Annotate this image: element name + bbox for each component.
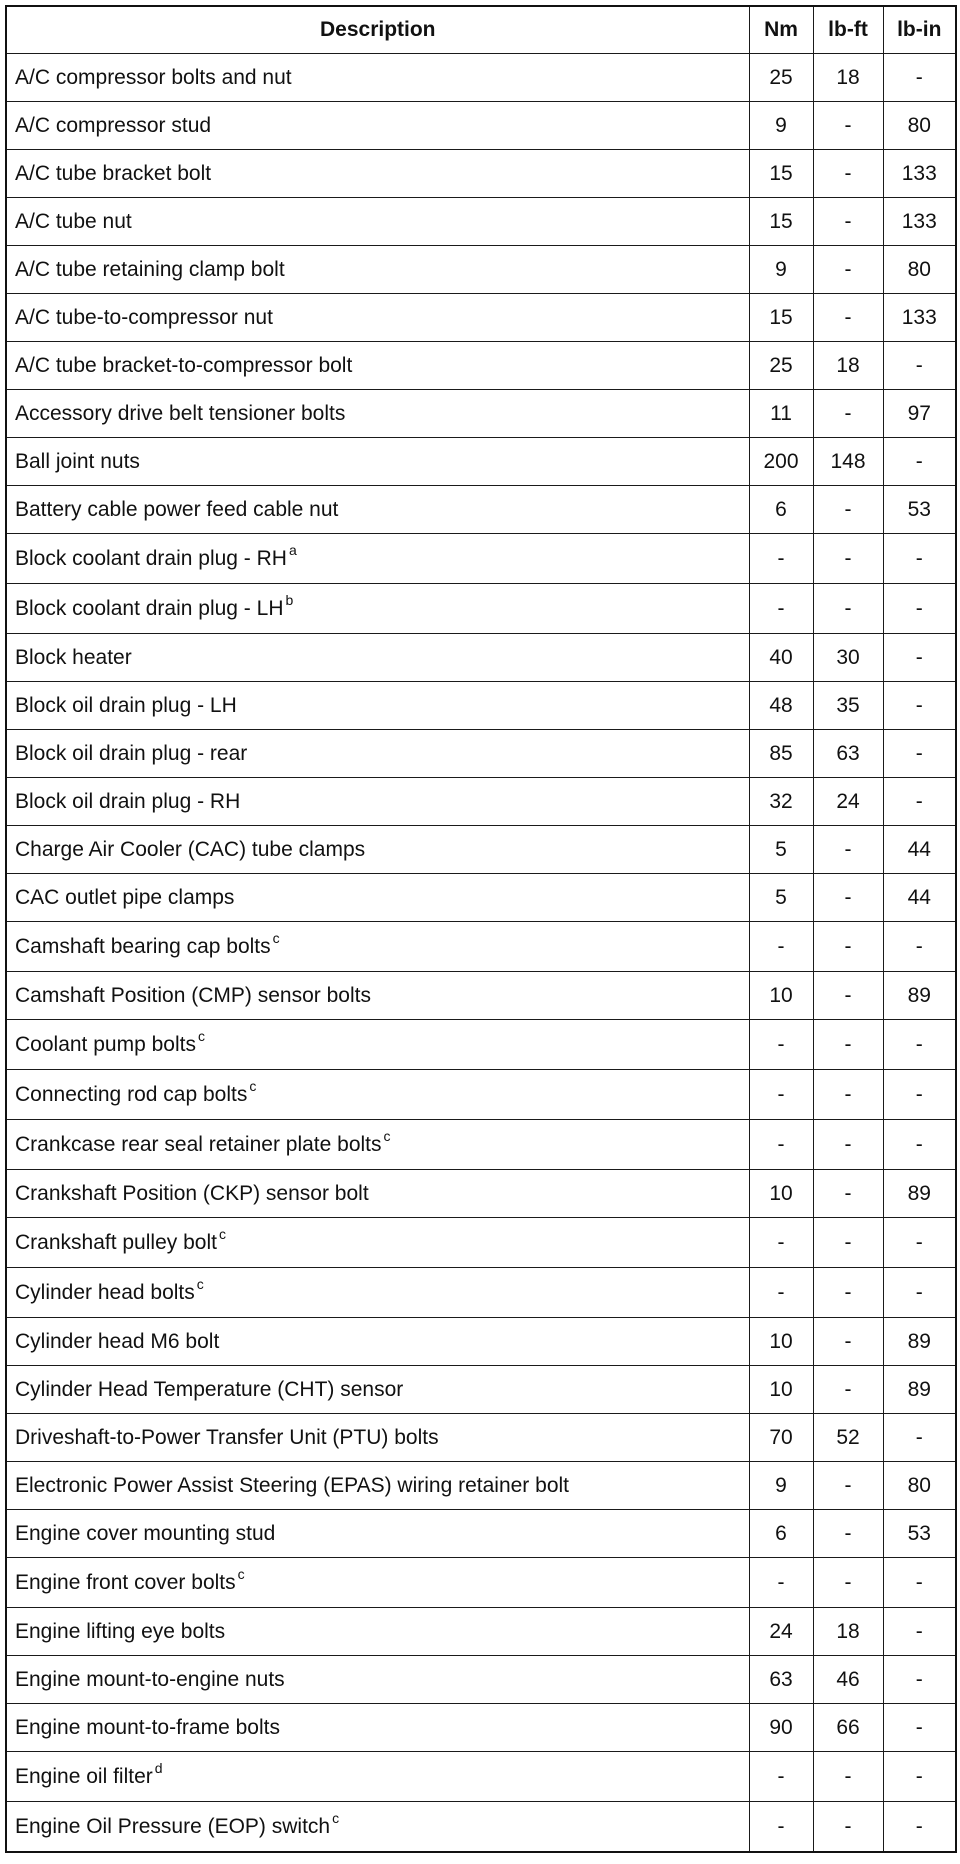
table-row [6,246,956,294]
description-cell [6,150,749,198]
table-row [6,1366,956,1414]
description-cell [6,438,749,486]
footnote-marker: b [285,591,294,608]
nm-cell: 9 [749,1462,813,1510]
description-cell [6,634,749,682]
lb-in-cell: 53 [883,1510,956,1558]
lb-in-cell: - [883,1704,956,1752]
table-row [6,1704,956,1752]
footnote-marker: c [196,1275,204,1292]
nm-cell: 25 [749,54,813,102]
lb-ft-cell: 52 [813,1414,883,1462]
description-text: A/C tube-to-compressor nut [15,305,273,329]
nm-cell: 5 [749,826,813,874]
description-text: Camshaft bearing cap bolts [15,934,271,958]
description-cell [6,1752,749,1802]
lb-in-cell: - [883,1558,956,1608]
description-cell [6,1656,749,1704]
description-cell [6,390,749,438]
nm-cell: - [749,1120,813,1170]
description-text: Block heater [15,645,132,669]
description-text: Block oil drain plug - RH [15,789,241,813]
description-text: A/C compressor stud [15,113,212,137]
nm-cell: 10 [749,972,813,1020]
lb-ft-cell: - [813,198,883,246]
description-cell [6,778,749,826]
table-row [6,102,956,150]
lb-ft-cell: 63 [813,730,883,778]
description-text: Camshaft Position (CMP) sensor bolts [15,983,371,1007]
lb-ft-cell: 35 [813,682,883,730]
header-description: Description [6,6,749,54]
description-cell [6,1704,749,1752]
table-row [6,486,956,534]
table-row [6,1510,956,1558]
lb-in-cell: - [883,682,956,730]
lb-ft-cell: 66 [813,1704,883,1752]
nm-cell: - [749,922,813,972]
lb-in-cell: - [883,1608,956,1656]
description-text: Connecting rod cap bolts [15,1082,248,1106]
lb-in-cell: 89 [883,1366,956,1414]
table-row [6,294,956,342]
nm-cell: 10 [749,1170,813,1218]
lb-in-cell: - [883,730,956,778]
table-row [6,1218,956,1268]
lb-in-cell: 97 [883,390,956,438]
lb-ft-cell: - [813,1170,883,1218]
nm-cell: - [749,1802,813,1853]
lb-in-cell: - [883,342,956,390]
lb-ft-cell: - [813,1462,883,1510]
lb-in-cell: 89 [883,1318,956,1366]
lb-ft-cell: - [813,150,883,198]
lb-in-cell: 133 [883,150,956,198]
lb-ft-cell: - [813,1020,883,1070]
description-cell [6,1462,749,1510]
table-row [6,1318,956,1366]
lb-ft-cell: - [813,1802,883,1853]
nm-cell: - [749,1020,813,1070]
lb-in-cell: - [883,534,956,584]
nm-cell: 90 [749,1704,813,1752]
header-nm: Nm [749,6,813,54]
lb-in-cell: - [883,1268,956,1318]
nm-cell: 85 [749,730,813,778]
description-cell [6,1558,749,1608]
description-text: Accessory drive belt tensioner bolts [15,401,346,425]
nm-cell: 70 [749,1414,813,1462]
description-cell [6,1608,749,1656]
table-row [6,682,956,730]
nm-cell: - [749,534,813,584]
table-row [6,1268,956,1318]
lb-in-cell: 44 [883,826,956,874]
nm-cell: 32 [749,778,813,826]
lb-in-cell: - [883,634,956,682]
footnote-marker: a [288,541,297,558]
table-row [6,972,956,1020]
lb-in-cell: - [883,584,956,634]
nm-cell: 6 [749,1510,813,1558]
lb-in-cell: - [883,54,956,102]
description-text: Block coolant drain plug - LH [15,596,284,620]
lb-in-cell: - [883,778,956,826]
lb-ft-cell: - [813,486,883,534]
nm-cell: 24 [749,1608,813,1656]
lb-in-cell: - [883,1020,956,1070]
table-row [6,1120,956,1170]
lb-ft-cell: - [813,972,883,1020]
nm-cell: 15 [749,150,813,198]
description-text: Battery cable power feed cable nut [15,497,339,521]
nm-cell: - [749,1218,813,1268]
description-cell [6,198,749,246]
table-row [6,584,956,634]
description-cell [6,486,749,534]
table-row [6,826,956,874]
lb-ft-cell: - [813,1318,883,1366]
table-row [6,1170,956,1218]
description-cell [6,294,749,342]
table-row [6,342,956,390]
lb-ft-cell: - [813,874,883,922]
description-text: Engine front cover bolts [15,1570,236,1594]
description-text: Driveshaft-to-Power Transfer Unit (PTU) bolts [15,1425,439,1449]
description-cell [6,1170,749,1218]
table-row [6,1656,956,1704]
table-row [6,1020,956,1070]
description-text: Engine mount-to-frame bolts [15,1715,280,1739]
table-row [6,922,956,972]
lb-in-cell: - [883,1414,956,1462]
nm-cell: - [749,1268,813,1318]
lb-in-cell: - [883,1218,956,1268]
description-text: Engine cover mounting stud [15,1521,276,1545]
table-row [6,150,956,198]
description-cell [6,826,749,874]
lb-in-cell: 80 [883,246,956,294]
description-cell [6,342,749,390]
footnote-marker: c [332,1809,340,1826]
description-cell [6,246,749,294]
lb-ft-cell: 46 [813,1656,883,1704]
lb-ft-cell: - [813,1070,883,1120]
nm-cell: - [749,1752,813,1802]
table-row [6,778,956,826]
nm-cell: 6 [749,486,813,534]
description-cell [6,1318,749,1366]
description-text: Block oil drain plug - LH [15,693,237,717]
lb-in-cell: - [883,1120,956,1170]
description-text: Cylinder head M6 bolt [15,1329,220,1353]
lb-in-cell: 133 [883,294,956,342]
lb-ft-cell: 148 [813,438,883,486]
table-row [6,534,956,584]
description-cell [6,54,749,102]
lb-ft-cell: 24 [813,778,883,826]
table-row [6,1802,956,1853]
nm-cell: 63 [749,1656,813,1704]
description-cell [6,1802,749,1853]
table-row [6,198,956,246]
description-cell [6,1020,749,1070]
description-cell [6,1510,749,1558]
lb-in-cell: - [883,438,956,486]
footnote-marker: c [237,1565,245,1582]
lb-in-cell: - [883,1070,956,1120]
footnote-marker: c [197,1027,205,1044]
header-row [6,6,956,54]
description-text: A/C tube bracket-to-compressor bolt [15,353,353,377]
lb-ft-cell: - [813,534,883,584]
nm-cell: 5 [749,874,813,922]
description-cell [6,682,749,730]
lb-ft-cell: - [813,102,883,150]
description-cell [6,1120,749,1170]
nm-cell: 15 [749,198,813,246]
nm-cell: 48 [749,682,813,730]
nm-cell: 10 [749,1366,813,1414]
footnote-marker: d [154,1759,163,1776]
description-text: Crankcase rear seal retainer plate bolts [15,1132,382,1156]
table-row [6,390,956,438]
description-text: A/C tube nut [15,209,132,233]
description-text: Charge Air Cooler (CAC) tube clamps [15,837,366,861]
description-text: Ball joint nuts [15,449,140,473]
nm-cell: 40 [749,634,813,682]
description-text: Coolant pump bolts [15,1032,196,1056]
description-cell [6,102,749,150]
header-lb-ft: lb-ft [813,6,883,54]
lb-ft-cell: - [813,294,883,342]
description-text: Engine lifting eye bolts [15,1619,226,1643]
description-text: Engine mount-to-engine nuts [15,1667,285,1691]
nm-cell: 11 [749,390,813,438]
description-cell [6,1268,749,1318]
lb-in-cell: 44 [883,874,956,922]
lb-ft-cell: - [813,584,883,634]
lb-in-cell: 80 [883,1462,956,1510]
lb-in-cell: - [883,1802,956,1853]
lb-ft-cell: - [813,1120,883,1170]
table-row [6,730,956,778]
description-cell [6,1218,749,1268]
table-row [6,438,956,486]
lb-in-cell: 80 [883,102,956,150]
lb-ft-cell: 18 [813,54,883,102]
lb-ft-cell: - [813,1366,883,1414]
table-row [6,1414,956,1462]
nm-cell: - [749,1558,813,1608]
footnote-marker: c [383,1127,391,1144]
lb-ft-cell: 30 [813,634,883,682]
nm-cell: - [749,1070,813,1120]
description-cell [6,972,749,1020]
description-cell [6,584,749,634]
lb-ft-cell: - [813,1510,883,1558]
table-row [6,1558,956,1608]
description-cell [6,1070,749,1120]
lb-in-cell: - [883,922,956,972]
lb-in-cell: 89 [883,972,956,1020]
description-text: CAC outlet pipe clamps [15,885,235,909]
description-cell [6,874,749,922]
description-text: Engine oil filter [15,1764,153,1788]
description-cell [6,534,749,584]
nm-cell: 200 [749,438,813,486]
lb-in-cell: - [883,1752,956,1802]
lb-in-cell: 133 [883,198,956,246]
lb-ft-cell: - [813,922,883,972]
table-row [6,1608,956,1656]
nm-cell: 25 [749,342,813,390]
lb-in-cell: - [883,1656,956,1704]
torque-spec-table [5,5,957,1853]
description-cell [6,730,749,778]
description-text: Engine Oil Pressure (EOP) switch [15,1814,331,1838]
nm-cell: 10 [749,1318,813,1366]
description-text: A/C compressor bolts and nut [15,65,292,89]
description-text: A/C tube bracket bolt [15,161,212,185]
description-text: Electronic Power Assist Steering (EPAS) wiring retainer bolt [15,1473,569,1497]
description-text: Crankshaft Position (CKP) sensor bolt [15,1181,369,1205]
table-row [6,634,956,682]
description-text: Cylinder Head Temperature (CHT) sensor [15,1377,404,1401]
lb-in-cell: 53 [883,486,956,534]
table-row [6,54,956,102]
nm-cell: 9 [749,102,813,150]
table-row [6,1462,956,1510]
footnote-marker: c [218,1225,226,1242]
description-cell [6,1366,749,1414]
description-text: Block coolant drain plug - RH [15,546,287,570]
lb-ft-cell: - [813,1752,883,1802]
lb-ft-cell: 18 [813,342,883,390]
lb-ft-cell: - [813,390,883,438]
lb-ft-cell: - [813,1218,883,1268]
description-text: A/C tube retaining clamp bolt [15,257,285,281]
lb-ft-cell: - [813,826,883,874]
description-text: Block oil drain plug - rear [15,741,248,765]
lb-ft-cell: 18 [813,1608,883,1656]
header-lb-in: lb-in [883,6,956,54]
torque-spec-table-container [5,5,955,1853]
nm-cell: - [749,584,813,634]
lb-in-cell: 89 [883,1170,956,1218]
description-text: Cylinder head bolts [15,1280,195,1304]
table-row [6,1752,956,1802]
lb-ft-cell: - [813,246,883,294]
table-row [6,874,956,922]
nm-cell: 15 [749,294,813,342]
lb-ft-cell: - [813,1268,883,1318]
lb-ft-cell: - [813,1558,883,1608]
description-text: Crankshaft pulley bolt [15,1230,217,1254]
footnote-marker: c [249,1077,257,1094]
table-row [6,1070,956,1120]
description-cell [6,1414,749,1462]
footnote-marker: c [272,929,280,946]
nm-cell: 9 [749,246,813,294]
description-cell [6,922,749,972]
